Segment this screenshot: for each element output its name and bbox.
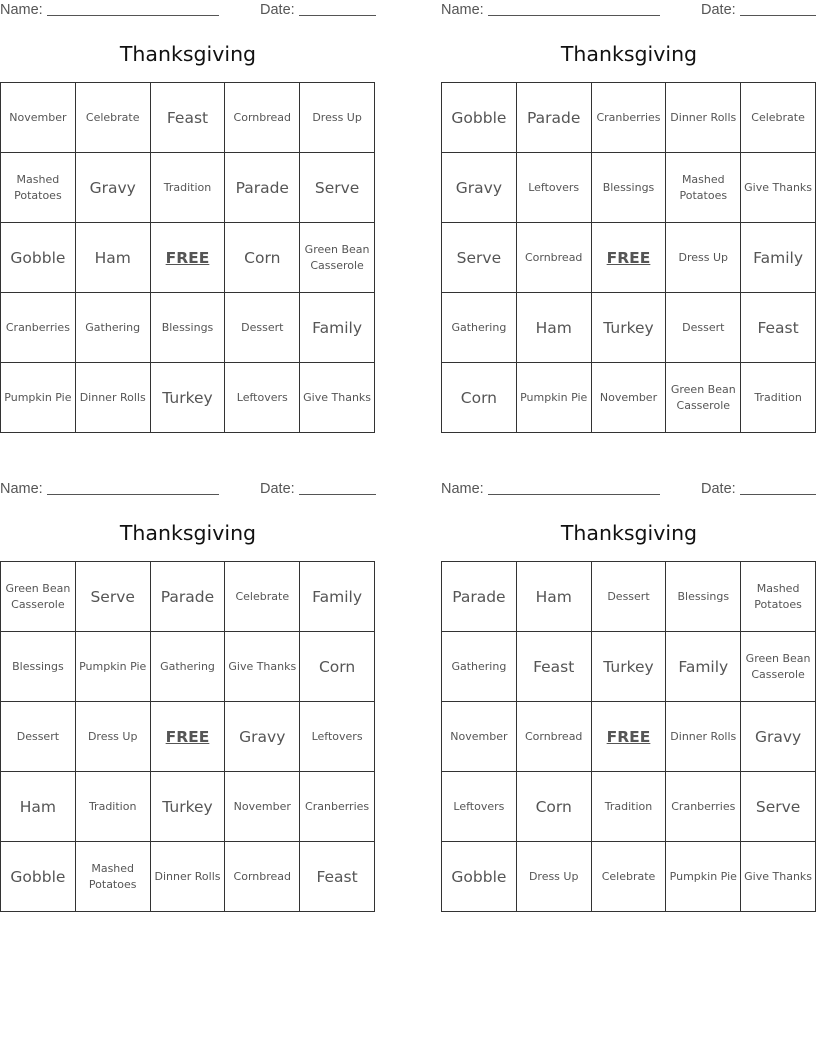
- bingo-cell[interactable]: Leftovers: [517, 153, 592, 223]
- free-space-cell[interactable]: FREE: [592, 702, 667, 772]
- card-title: Thanksgiving: [560, 42, 698, 66]
- bingo-cell[interactable]: Blessings: [592, 153, 667, 223]
- bingo-cell[interactable]: Green Bean Casserole: [1, 562, 76, 632]
- bingo-cell[interactable]: Parade: [225, 153, 300, 223]
- bingo-cell[interactable]: Corn: [225, 223, 300, 293]
- bingo-cell[interactable]: Dress Up: [517, 842, 592, 912]
- bingo-cell[interactable]: Dinner Rolls: [666, 83, 741, 153]
- bingo-cell[interactable]: Serve: [300, 153, 375, 223]
- bingo-cell[interactable]: Ham: [76, 223, 151, 293]
- bingo-cell[interactable]: Celebrate: [225, 562, 300, 632]
- card-title: Thanksgiving: [119, 521, 257, 545]
- name-label: Name:: [0, 481, 43, 497]
- bingo-cell[interactable]: Corn: [300, 632, 375, 702]
- bingo-cell[interactable]: Dinner Rolls: [151, 842, 226, 912]
- bingo-cell[interactable]: Serve: [741, 772, 816, 842]
- bingo-cell[interactable]: Green Bean Casserole: [741, 632, 816, 702]
- bingo-cell[interactable]: Blessings: [151, 293, 226, 363]
- bingo-cell[interactable]: Blessings: [666, 562, 741, 632]
- name-field[interactable]: [0, 481, 219, 497]
- bingo-cell[interactable]: Turkey: [151, 363, 226, 433]
- bingo-cell[interactable]: Family: [666, 632, 741, 702]
- bingo-cell[interactable]: Cranberries: [666, 772, 741, 842]
- bingo-cell[interactable]: Gobble: [1, 842, 76, 912]
- bingo-cell[interactable]: Mashed Potatoes: [741, 562, 816, 632]
- name-field[interactable]: [441, 2, 660, 18]
- bingo-cell[interactable]: Give Thanks: [741, 153, 816, 223]
- date-label: Date:: [260, 481, 295, 497]
- bingo-card-3: [0, 479, 376, 911]
- bingo-cell[interactable]: Cornbread: [225, 83, 300, 153]
- bingo-cell[interactable]: Mashed Potatoes: [666, 153, 741, 223]
- bingo-cell[interactable]: Gravy: [76, 153, 151, 223]
- bingo-cell[interactable]: Parade: [151, 562, 226, 632]
- free-space-cell[interactable]: FREE: [151, 702, 226, 772]
- bingo-cell[interactable]: Cornbread: [517, 702, 592, 772]
- bingo-cell[interactable]: Leftovers: [442, 772, 517, 842]
- bingo-card-2: [441, 0, 816, 432]
- bingo-cell[interactable]: Serve: [442, 223, 517, 293]
- bingo-cell[interactable]: Pumpkin Pie: [517, 363, 592, 433]
- bingo-cell[interactable]: Ham: [1, 772, 76, 842]
- name-blank-line[interactable]: [488, 494, 660, 495]
- bingo-cell[interactable]: Dress Up: [300, 83, 375, 153]
- bingo-cell[interactable]: Dessert: [225, 293, 300, 363]
- name-blank-line[interactable]: [47, 494, 219, 495]
- bingo-cell[interactable]: November: [225, 772, 300, 842]
- bingo-cell[interactable]: Leftovers: [225, 363, 300, 433]
- name-field[interactable]: [0, 2, 219, 18]
- bingo-cell[interactable]: Feast: [300, 842, 375, 912]
- name-label: Name:: [441, 481, 484, 497]
- date-field[interactable]: [701, 2, 816, 18]
- bingo-cell[interactable]: Give Thanks: [300, 363, 375, 433]
- name-label: Name:: [441, 2, 484, 18]
- bingo-cell[interactable]: Dress Up: [76, 702, 151, 772]
- bingo-cell[interactable]: Blessings: [1, 632, 76, 702]
- free-space-cell[interactable]: FREE: [592, 223, 667, 293]
- bingo-cell[interactable]: Cornbread: [225, 842, 300, 912]
- bingo-cell[interactable]: Celebrate: [76, 83, 151, 153]
- name-date-row: [441, 481, 816, 499]
- bingo-cell[interactable]: Dinner Rolls: [666, 702, 741, 772]
- name-field[interactable]: [441, 481, 660, 497]
- name-label: Name:: [0, 2, 43, 18]
- date-blank-line[interactable]: [740, 494, 816, 495]
- bingo-cell[interactable]: Turkey: [151, 772, 226, 842]
- date-blank-line[interactable]: [299, 494, 376, 495]
- bingo-cell[interactable]: Gathering: [151, 632, 226, 702]
- bingo-cell[interactable]: Cranberries: [592, 83, 667, 153]
- bingo-cell[interactable]: Feast: [517, 632, 592, 702]
- bingo-cell[interactable]: Gravy: [225, 702, 300, 772]
- bingo-cell[interactable]: November: [442, 702, 517, 772]
- bingo-cell[interactable]: Tradition: [151, 153, 226, 223]
- name-date-row: [0, 2, 376, 20]
- bingo-cell[interactable]: Cornbread: [517, 223, 592, 293]
- bingo-cell[interactable]: Family: [741, 223, 816, 293]
- bingo-cell[interactable]: Celebrate: [592, 842, 667, 912]
- bingo-cell[interactable]: Cranberries: [1, 293, 76, 363]
- bingo-cell[interactable]: Dress Up: [666, 223, 741, 293]
- bingo-cell[interactable]: Pumpkin Pie: [76, 632, 151, 702]
- name-blank-line[interactable]: [488, 15, 660, 16]
- bingo-cell[interactable]: Tradition: [76, 772, 151, 842]
- bingo-grid: [441, 561, 816, 912]
- date-blank-line[interactable]: [740, 15, 816, 16]
- name-date-row: [0, 481, 376, 499]
- bingo-cell[interactable]: Corn: [442, 363, 517, 433]
- bingo-cell[interactable]: Gathering: [442, 632, 517, 702]
- bingo-grid: [441, 82, 816, 433]
- bingo-cell[interactable]: Corn: [517, 772, 592, 842]
- free-space-cell[interactable]: FREE: [151, 223, 226, 293]
- bingo-cell[interactable]: Dessert: [666, 293, 741, 363]
- bingo-cell[interactable]: Pumpkin Pie: [666, 842, 741, 912]
- bingo-cell[interactable]: Give Thanks: [741, 842, 816, 912]
- bingo-cell[interactable]: Gathering: [76, 293, 151, 363]
- card-title: Thanksgiving: [119, 42, 257, 66]
- bingo-cell[interactable]: Mashed Potatoes: [1, 153, 76, 223]
- bingo-cell[interactable]: Green Bean Casserole: [300, 223, 375, 293]
- bingo-cell[interactable]: Family: [300, 562, 375, 632]
- bingo-cell[interactable]: Gobble: [442, 83, 517, 153]
- name-date-row: [441, 2, 816, 20]
- bingo-cell[interactable]: Gathering: [442, 293, 517, 363]
- bingo-cell[interactable]: November: [1, 83, 76, 153]
- bingo-cell[interactable]: Dessert: [1, 702, 76, 772]
- bingo-cell[interactable]: Green Bean Casserole: [666, 363, 741, 433]
- bingo-cell[interactable]: Feast: [741, 293, 816, 363]
- bingo-cell[interactable]: Give Thanks: [225, 632, 300, 702]
- bingo-cell[interactable]: Gravy: [741, 702, 816, 772]
- card-title: Thanksgiving: [560, 521, 698, 545]
- bingo-cell[interactable]: Gobble: [1, 223, 76, 293]
- bingo-grid: [0, 561, 375, 912]
- date-label: Date:: [701, 481, 736, 497]
- bingo-cell[interactable]: Parade: [517, 83, 592, 153]
- date-blank-line[interactable]: [299, 15, 376, 16]
- bingo-cell[interactable]: Turkey: [592, 293, 667, 363]
- bingo-cell[interactable]: November: [592, 363, 667, 433]
- bingo-cell[interactable]: Serve: [76, 562, 151, 632]
- bingo-cell[interactable]: Parade: [442, 562, 517, 632]
- bingo-cell[interactable]: Cranberries: [300, 772, 375, 842]
- bingo-card-1: [0, 0, 376, 432]
- bingo-cell[interactable]: Gravy: [442, 153, 517, 223]
- bingo-cell[interactable]: Turkey: [592, 632, 667, 702]
- name-blank-line[interactable]: [47, 15, 219, 16]
- bingo-card-4: [441, 479, 816, 911]
- bingo-cell[interactable]: Ham: [517, 293, 592, 363]
- date-label: Date:: [701, 2, 736, 18]
- bingo-cell[interactable]: Tradition: [741, 363, 816, 433]
- bingo-cell[interactable]: Ham: [517, 562, 592, 632]
- date-field[interactable]: [260, 481, 376, 497]
- bingo-cell[interactable]: Feast: [151, 83, 226, 153]
- bingo-grid: [0, 82, 375, 433]
- bingo-cell[interactable]: Tradition: [592, 772, 667, 842]
- bingo-cell[interactable]: Gobble: [442, 842, 517, 912]
- date-field[interactable]: [260, 2, 376, 18]
- bingo-cell[interactable]: Dessert: [592, 562, 667, 632]
- bingo-cell[interactable]: Family: [300, 293, 375, 363]
- bingo-cell[interactable]: Dinner Rolls: [76, 363, 151, 433]
- bingo-cell[interactable]: Leftovers: [300, 702, 375, 772]
- date-label: Date:: [260, 2, 295, 18]
- date-field[interactable]: [701, 481, 816, 497]
- bingo-cell[interactable]: Mashed Potatoes: [76, 842, 151, 912]
- bingo-cell[interactable]: Celebrate: [741, 83, 816, 153]
- bingo-cell[interactable]: Pumpkin Pie: [1, 363, 76, 433]
